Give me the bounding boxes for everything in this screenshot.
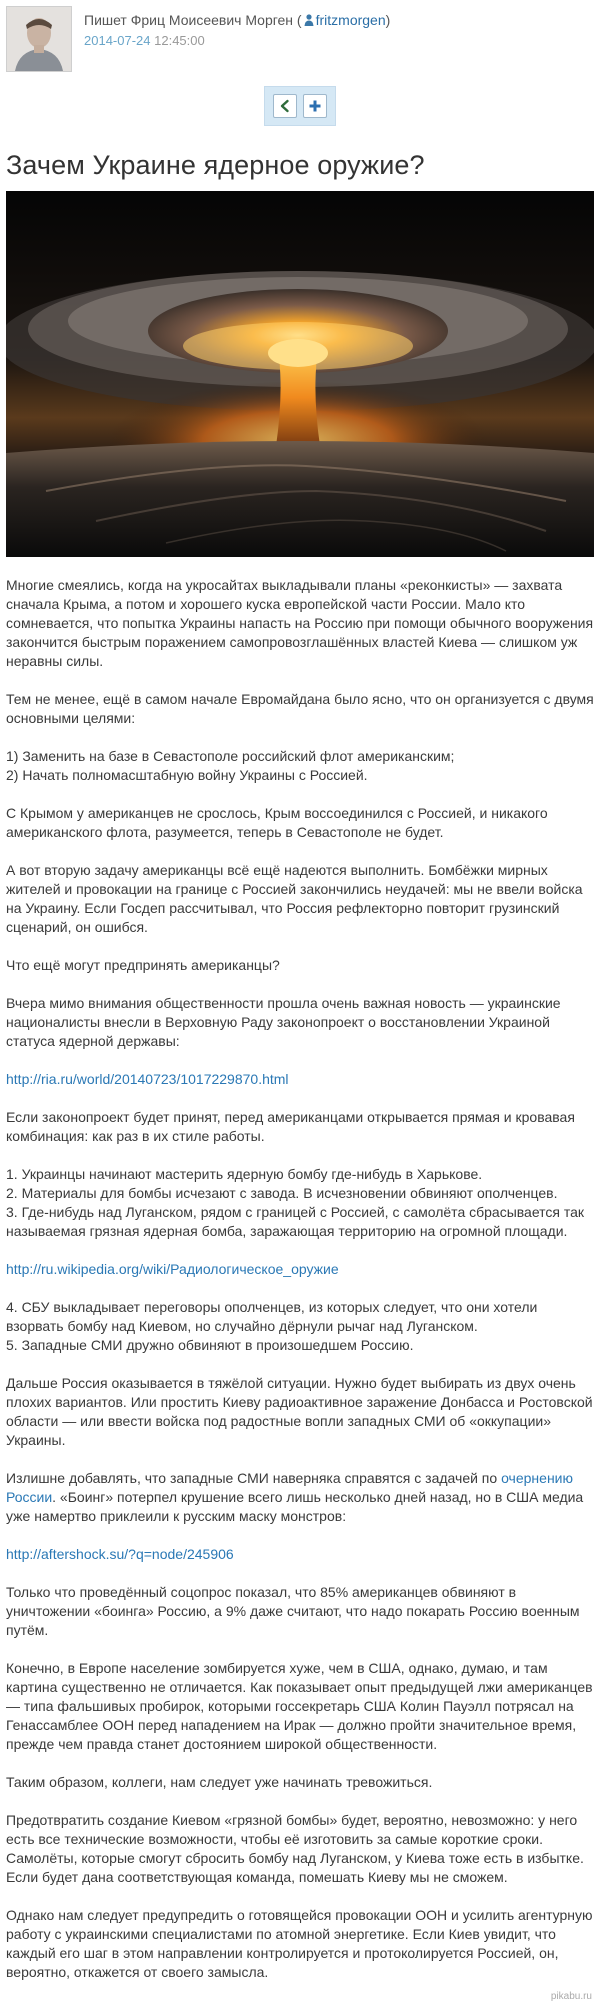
- wikipedia-link[interactable]: http://ru.wikipedia.org/wiki/Радиологическое_оружие: [6, 1261, 339, 1277]
- link-paragraph: [6, 1070, 594, 1089]
- add-button[interactable]: [303, 94, 327, 118]
- paragraph: С Крымом у американцев не срослось, Крым воссоединился с Россией, и никакого американского флота, разумеется, теперь в Севастополе не будет.: [6, 805, 548, 840]
- aftershock-link[interactable]: http://aftershock.su/?q=node/245906: [6, 1546, 234, 1562]
- post-date-line: [84, 31, 390, 51]
- post-image: [6, 191, 594, 557]
- article-body: [6, 576, 594, 2001]
- list-item: 1. Украинцы начинают мастерить ядерную бомбу где-нибудь в Харькове.: [6, 1166, 483, 1182]
- list-block: [6, 1298, 594, 1355]
- post-time: 12:45:00: [154, 33, 205, 48]
- paragraph: Тем не менее, ещё в самом начале Евромайдана было ясно, что он организуется с двумя основными целями:: [6, 691, 594, 726]
- list-item: 2. Материалы для бомбы исчезают с завода. В исчезновении обвиняют ополченцев.: [6, 1185, 558, 1201]
- author-username-link[interactable]: fritzmorgen: [315, 12, 386, 28]
- paragraph: Конечно, в Европе население зомбируется хуже, чем в США, однако, думаю, и там картина существенно не отличается. Как показывает опыт предыдущей лжи американцев — типа фальшивых пробирок, которыми госсекретарь США Колин Пауэлл потрясал на Генассамблее ООН перед нападением на Ирак — должно пройти значительное время, прежде чем правда станет достоянием широкой общественности.: [6, 1660, 593, 1752]
- paragraph: Таким образом, коллеги, нам следует уже начинать тревожиться.: [6, 1774, 433, 1790]
- paragraph: Вчера мимо внимания общественности прошла очень важная новость — украинские националисты внесли в Верховную Раду законопроект о восстановлении Украиной статуса ядерной державы:: [6, 995, 561, 1049]
- avatar[interactable]: [6, 6, 72, 72]
- arrow-left-icon: [278, 99, 292, 113]
- list-item: 2) Начать полномасштабную войну Украины с Россией.: [6, 767, 368, 783]
- list-item: 3. Где-нибудь над Луганском, рядом с границей с Россией, с самолёта сбрасывается так называемая грязная ядерная бомба, заражающая территорию на огромной площади.: [6, 1204, 585, 1239]
- post-date[interactable]: 2014-07-24: [84, 33, 151, 48]
- post-nav: [264, 86, 336, 126]
- link-paragraph: [6, 1260, 594, 1279]
- paragraph: Только что проведённый соцопрос показал, что 85% американцев обвиняют в уничтожении «боинга» Россию, а 9% даже считают, что надо покарать Россию военным путём.: [6, 1584, 580, 1638]
- paragraph: А вот вторую задачу американцы всё ещё надеются выполнить. Бомбёжки мирных жителей и провокации на границе с Россией закончились неудачей: мы не ввели войска на Украину. Если Госдеп рассчитывал, что Россия рефлекторно повторит грузинский сценарий, он ошибся.: [6, 862, 583, 935]
- paragraph: Дальше Россия оказывается в тяжёлой ситуации. Нужно будет выбирать из двух очень плохих вариантов. Или простить Киеву радиоактивное заражение Донбасса и Ростовской области — или ввести войска под радостные вопли западных СМИ об «оккупации» Украины.: [6, 1375, 593, 1448]
- paragraph: Если законопроект будет принят, перед американцами открывается прямая и кровавая комбинация: как раз в их стиле работы.: [6, 1109, 575, 1144]
- author-prefix: Пишет Фриц Моисеевич Морген (: [84, 12, 302, 28]
- paragraph: Что ещё могут предпринять американцы?: [6, 957, 280, 973]
- text-span: Излишне добавлять, что западные СМИ наверняка справятся с задачей по: [6, 1470, 502, 1486]
- paragraph: Однако нам следует предупредить о готовящейся провокации ООН и усилить агентурную работу с украинскими специалистами по атомной энергетике. Если Киев увидит, что каждый его шаг в этом направлении контролируется и протоколируется Россией, он, вероятно, откажется от своего замысла.: [6, 1907, 593, 1980]
- list-item: 5. Западные СМИ дружно обвиняют в произошедшем Россию.: [6, 1337, 414, 1353]
- post-title: Зачем Украине ядерное оружие?: [6, 150, 425, 180]
- list-block: [6, 747, 594, 785]
- paragraph: Многие смеялись, когда на укросайтах выкладывали планы «реконкисты» — захвата сначала Крыма, а потом и хорошего куска европейской части России. Мало кто сомневается, что попытка Украины напасть на Россию при помощи обычного вооружения закончится быстрым поражением самопровозглашённых властей Киева — слишком уж неравны силы.: [6, 577, 594, 669]
- list-item: 1) Заменить на базе в Севастополе российский флот американским;: [6, 748, 455, 764]
- watermark: pikabu.ru: [550, 1991, 592, 2002]
- post-header: [6, 6, 594, 76]
- post-meta: [84, 10, 390, 51]
- ria-link[interactable]: http://ria.ru/world/20140723/1017229870.html: [6, 1071, 289, 1087]
- list-block: [6, 1165, 594, 1241]
- user-icon[interactable]: [304, 14, 314, 26]
- paragraph: Предотвратить создание Киевом «грязной бомбы» будет, вероятно, невозможно: у него есть все технические возможности, чтобы её изготовить за самые короткие сроки. Самолёты, которые смогут сбросить бомбу над Луганском, у Киева тоже есть в избытке. Если будет дана соответствующая команда, помешать Киеву мы не сможем.: [6, 1812, 584, 1885]
- mushroom-cloud-image: [6, 191, 594, 557]
- link-paragraph: [6, 1545, 594, 1564]
- author-suffix: ): [385, 12, 391, 28]
- prev-button[interactable]: [273, 94, 297, 118]
- plus-icon: [308, 99, 322, 113]
- paragraph: [6, 1469, 594, 1526]
- text-span: . «Боинг» потерпел крушение всего лишь несколько дней назад, но в США медиа уже намертво приклеили к русским маску монстров:: [6, 1489, 584, 1524]
- author-line: [84, 10, 390, 30]
- inline-link[interactable]: очернению России: [6, 1470, 573, 1505]
- list-item: 4. СБУ выкладывает переговоры ополченцев, из которых следует, что они хотели взорвать бомбу над Киевом, но случайно дёрнули рычаг над Луганском.: [6, 1299, 538, 1334]
